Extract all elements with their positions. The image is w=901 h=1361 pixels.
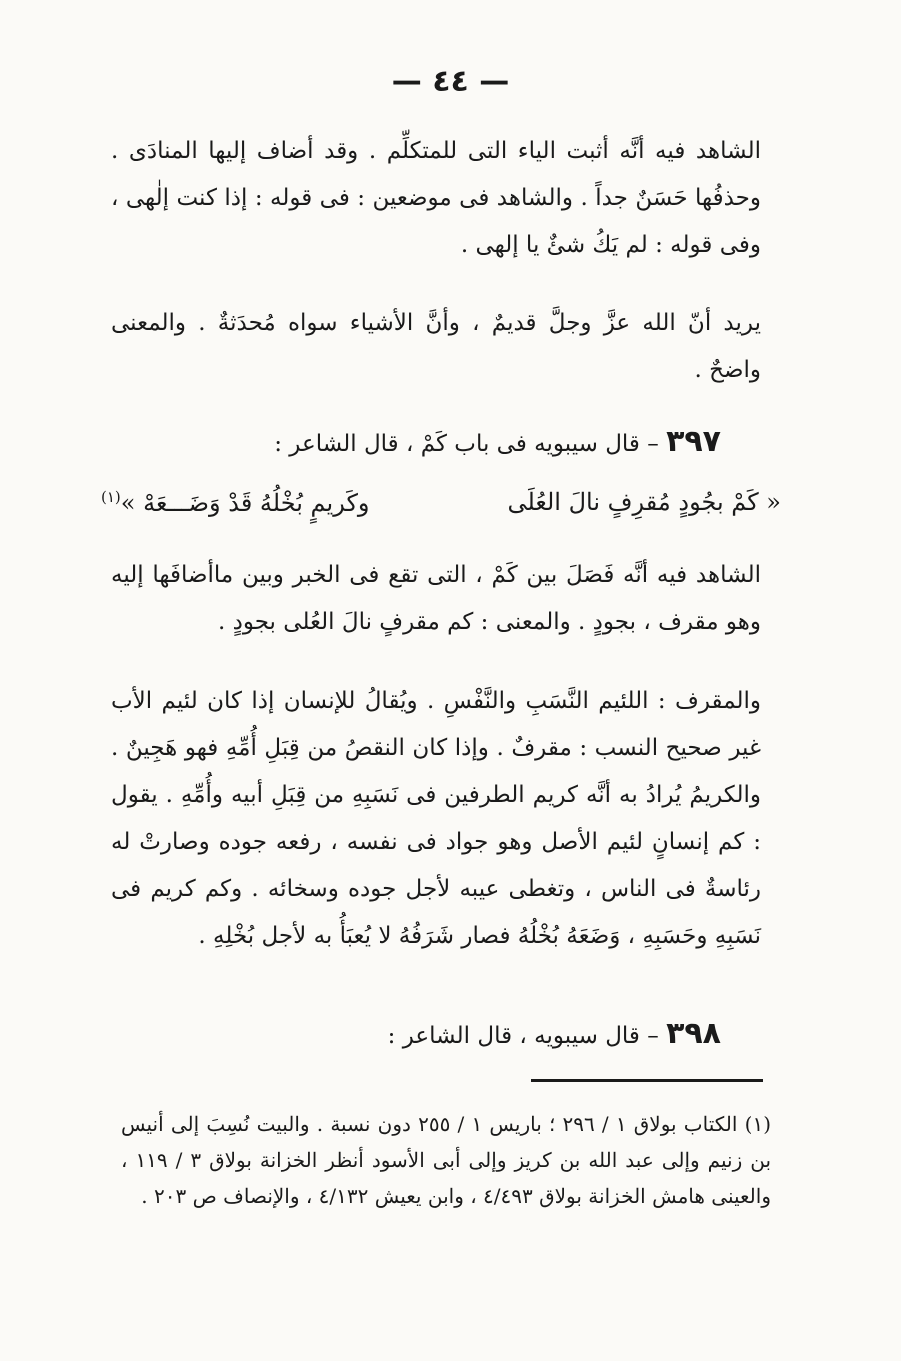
verse-line [101, 488, 781, 517]
footnote-divider [531, 1079, 763, 1082]
footnote-mark: (١) [101, 488, 121, 506]
page-number: — ٤٤ — [391, 64, 510, 99]
entry-text: – قال سيبويه فى باب كَمْ ، قال الشاعر : [274, 431, 659, 457]
footnote: (١) الكتاب بولاق ١ / ٢٩٦ ؛ باريس ١ / ٢٥٥ دون نسبة . والبيت نُسِبَ إلى أنيس بن زنيم وإلى عبد الله بن كريز وإلى أبى الأسود أنظر الخزانة بولاق ٣ / ١١٩ ، والعينى هامش الخزانة بولاق ٤/٤٩٣ ، وابن يعيش ٤/١٣٢ ، والإنصاف ص ٢٠٣ . [121, 1112, 772, 1208]
entry-number: ٣٩٨ [666, 1016, 721, 1051]
entry-397-heading [274, 424, 721, 459]
verse-hemistich-2 [101, 488, 369, 517]
paragraph-1: الشاهد فيه أنَّه أثبت الياء التى للمتكلِّم . وقد أضاف إليها المنادَى . وحذفُها حَسَنٌ جداً . والشاهد فى موضعين : فى قوله : إذا كنت إلٰهى ، وفى قوله : لم يَكُ شئٌ يا إلهى . [111, 138, 761, 258]
paragraph-3: الشاهد فيه أنَّه فَصَلَ بين كَمْ ، التى تقع فى الخبر وبين ماأضافَها إليه وهو مقرف ، بجودٍ . والمعنى : كم مقرفٍ نالَ العُلى بجودٍ . [111, 562, 761, 635]
verse-hemistich-1: « كَمْ بجُودٍ مُقرِفٍ نالَ العُلَى [507, 488, 781, 516]
entry-number: ٣٩٧ [666, 424, 721, 459]
entry-text: – قال سيبويه ، قال الشاعر : [387, 1023, 659, 1049]
entry-398-heading [388, 1016, 721, 1051]
paragraph-4: والمقرف : اللئيم النَّسَبِ والنَّفْسِ . ويُقالُ للإنسان إذا كان لئيم الأب غير صحيح النسب : مقرفٌ . وإذا كان النقصُ من قِبَلِ أُمِّهِ فهو هَجِينٌ . والكريمُ يُرادُ به أنَّه كريم الطرفين فى نَسَبِهِ من قِبَلِ أبيه وأُمِّهِ . يقول : كم إنسانٍ لئيم الأصل وهو جواد فى نفسه ، رفعه جوده وصارتْ له رئاسةٌ فى الناس ، وتغطى عيبه لأجل جوده وسخائه . وكم كريم فى نَسَبِهِ وحَسَبِهِ ، وَضَعَهُ بُخْلُهُ فصار شَرَفُهُ لا يُعبَأُ به لأجل بُخْلِهِ . [111, 688, 761, 949]
verse-hemistich-2-text: وكَريمٍ بُخْلُهُ قَدْ وَضَـــعَهْ » [120, 489, 370, 517]
paragraph-2: يريد أنّ الله عزَّ وجلَّ قديمٌ ، وأنَّ الأشياء سواه مُحدَثةٌ . والمعنى واضحٌ . [111, 310, 761, 383]
